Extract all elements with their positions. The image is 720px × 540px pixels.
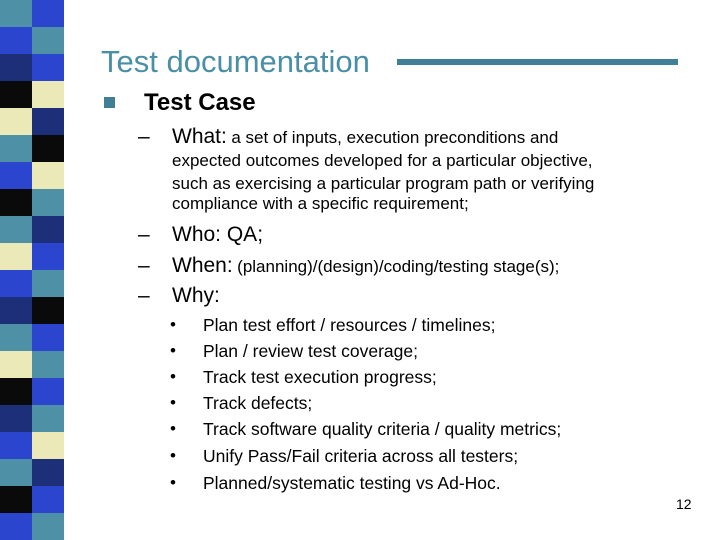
decorative-square <box>0 27 32 54</box>
decorative-square <box>32 108 64 135</box>
decorative-square <box>0 243 32 270</box>
decorative-square <box>32 297 64 324</box>
why-bullet-7: • <box>170 473 176 492</box>
decorative-square <box>0 0 32 27</box>
decorative-square <box>32 27 64 54</box>
decorative-square <box>0 81 32 108</box>
decorative-square <box>32 54 64 81</box>
why-item-2: Plan / review test coverage; <box>203 341 418 361</box>
what-line-4: compliance with a specific requirement; <box>172 194 469 213</box>
decorative-square <box>32 432 64 459</box>
decorative-square <box>0 270 32 297</box>
why-label: Why: <box>172 284 220 307</box>
decorative-square <box>32 513 64 540</box>
why-item <box>172 283 220 311</box>
decorative-square <box>32 216 64 243</box>
slide-title: Test documentation <box>101 44 370 79</box>
decorative-square <box>0 432 32 459</box>
when-text: (planning)/(design)/coding/testing stage(s); <box>237 257 560 276</box>
what-line-2: expected outcomes developed for a particular objective, <box>172 151 593 170</box>
decorative-square <box>32 81 64 108</box>
decorative-square <box>0 108 32 135</box>
test-case-heading: Test Case <box>144 89 256 116</box>
decorative-square <box>0 54 32 81</box>
why-item-3: Track test execution progress; <box>203 367 437 387</box>
square-bullet-icon <box>104 97 115 108</box>
why-bullet-3: • <box>170 367 176 386</box>
who-dash: – <box>138 223 150 246</box>
decorative-square <box>0 216 32 243</box>
decorative-square <box>32 486 64 513</box>
page-number: 12 <box>676 496 692 512</box>
decorative-square <box>0 135 32 162</box>
decorative-square <box>0 513 32 540</box>
decorative-square <box>32 243 64 270</box>
decorative-square <box>0 486 32 513</box>
what-dash: – <box>138 125 150 148</box>
what-item <box>172 124 558 152</box>
why-item-7: Planned/systematic testing vs Ad-Hoc. <box>203 473 501 493</box>
decorative-square <box>32 378 64 405</box>
why-dash: – <box>138 284 150 307</box>
decorative-square <box>0 459 32 486</box>
decorative-square <box>32 0 64 27</box>
what-line-3: such as exercising a particular program path or verifying <box>172 174 595 193</box>
why-bullet-4: • <box>170 393 176 412</box>
who-item <box>172 222 263 250</box>
decorative-square <box>32 162 64 189</box>
decorative-square <box>32 351 64 378</box>
what-label: What: <box>172 125 227 148</box>
decorative-square <box>32 324 64 351</box>
decorative-square <box>0 378 32 405</box>
when-label: When: <box>172 254 233 277</box>
why-bullet-1: • <box>170 315 176 334</box>
why-item-1: Plan test effort / resources / timelines; <box>203 315 496 335</box>
when-item <box>172 253 559 281</box>
why-bullet-2: • <box>170 341 176 360</box>
decorative-square <box>32 405 64 432</box>
when-dash: – <box>138 254 150 277</box>
decorative-square <box>32 135 64 162</box>
decorative-square <box>0 189 32 216</box>
why-item-5: Track software quality criteria / quality metrics; <box>203 419 562 439</box>
title-underline <box>397 59 678 65</box>
decorative-square <box>0 162 32 189</box>
decorative-square <box>32 189 64 216</box>
why-item-6: Unify Pass/Fail criteria across all testers; <box>203 446 519 466</box>
decorative-square <box>32 270 64 297</box>
decorative-square <box>0 351 32 378</box>
decorative-square-strip <box>0 0 64 540</box>
why-item-4: Track defects; <box>203 393 313 413</box>
decorative-square <box>0 324 32 351</box>
decorative-square <box>0 297 32 324</box>
decorative-square <box>32 459 64 486</box>
decorative-square <box>0 405 32 432</box>
why-bullet-5: • <box>170 419 176 438</box>
who-label: Who: QA; <box>172 223 264 246</box>
what-line-1: a set of inputs, execution preconditions and <box>231 128 559 147</box>
why-bullet-6: • <box>170 446 176 465</box>
